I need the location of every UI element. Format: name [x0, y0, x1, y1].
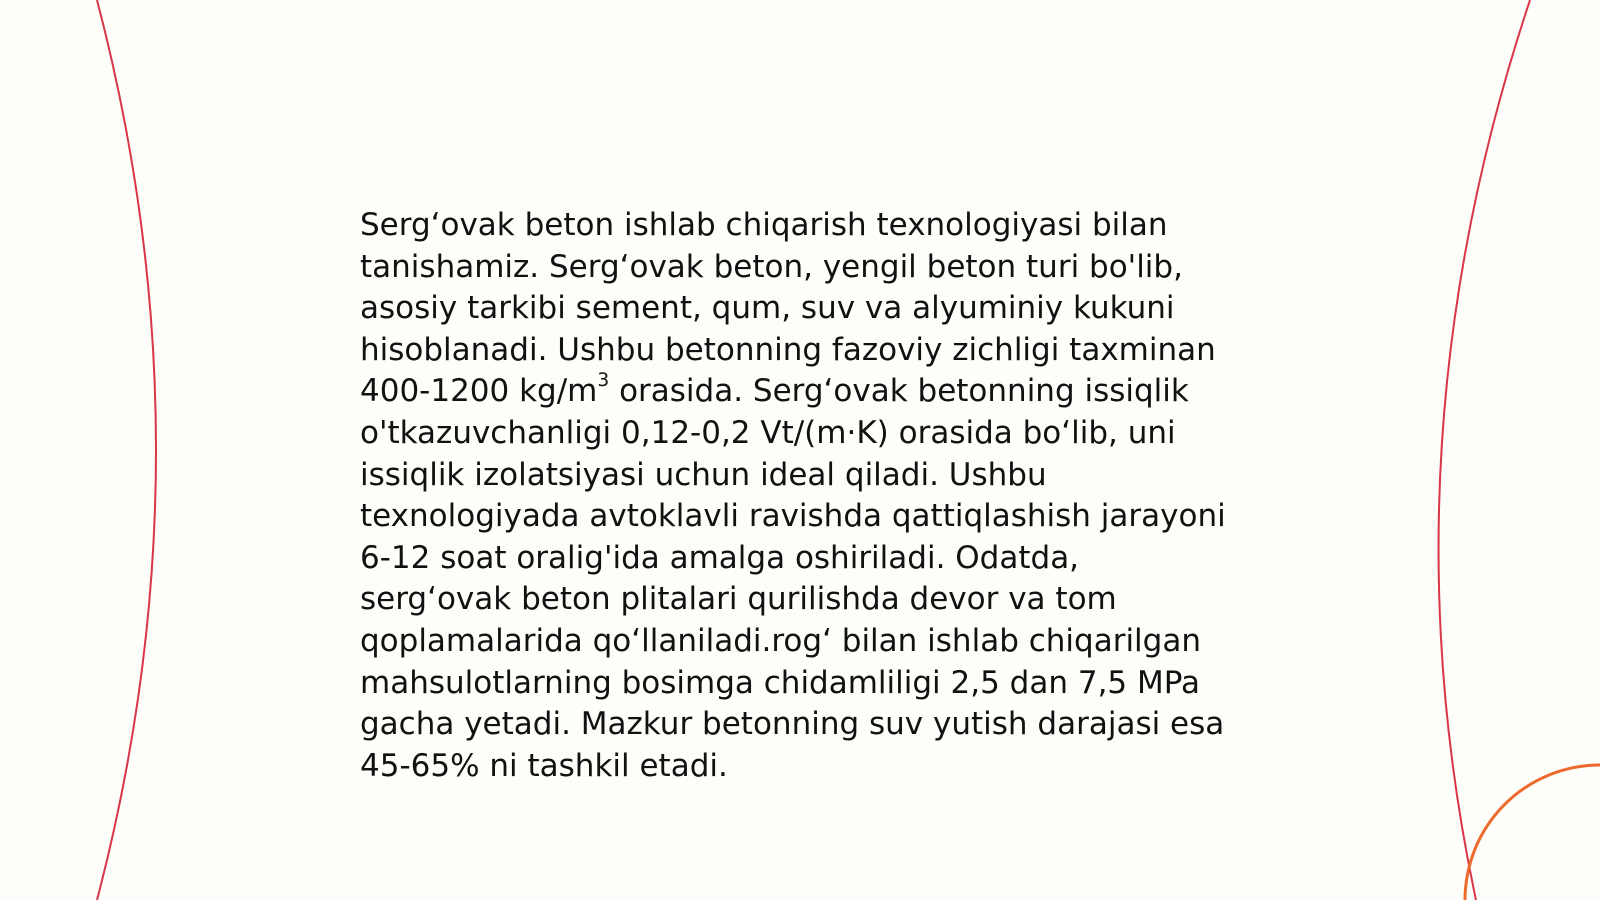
paragraph-text-part1: Sergʻovak beton ishlab chiqarish texnologiyasi bilan tanishamiz. Sergʻovak beton, yengil beton turi bo'lib, asosiy tarkibi sement, qum, suv va alyuminiy kukuni hisoblanadi. Ushbu betonning fazoviy zichligi taxminan 400-1200 kg/m	[360, 207, 1216, 410]
paragraph-text-part2: orasida. Sergʻovak betonning issiqlik o'tkazuvchanligi 0,12-0,2 Vt/(m·K) orasida boʻlib, uni issiqlik izolatsiyasi uchun ideal qiladi. Ushbu texnologiyada avtoklavli ravishda qattiqlashish jarayoni 6-12 soat oralig'ida amalga oshiriladi. Odatda, sergʻovak beton plitalari qurilishda devor va tom qoplamalarida qoʻllaniladi.rogʻ bilan ishlab chiqarilgan mahsulotlarning bosimga chidamliligi 2,5 dan 7,5 MPa gacha yetadi. Mazkur betonning suv yutish darajasi esa 45-65% ni tashkil etadi.	[360, 373, 1226, 784]
superscript-three: 3	[597, 370, 610, 392]
orange-circle-outline	[1465, 765, 1600, 900]
main-paragraph	[360, 205, 1240, 787]
left-red-curve	[97, 0, 156, 900]
right-red-curve	[1439, 0, 1530, 900]
